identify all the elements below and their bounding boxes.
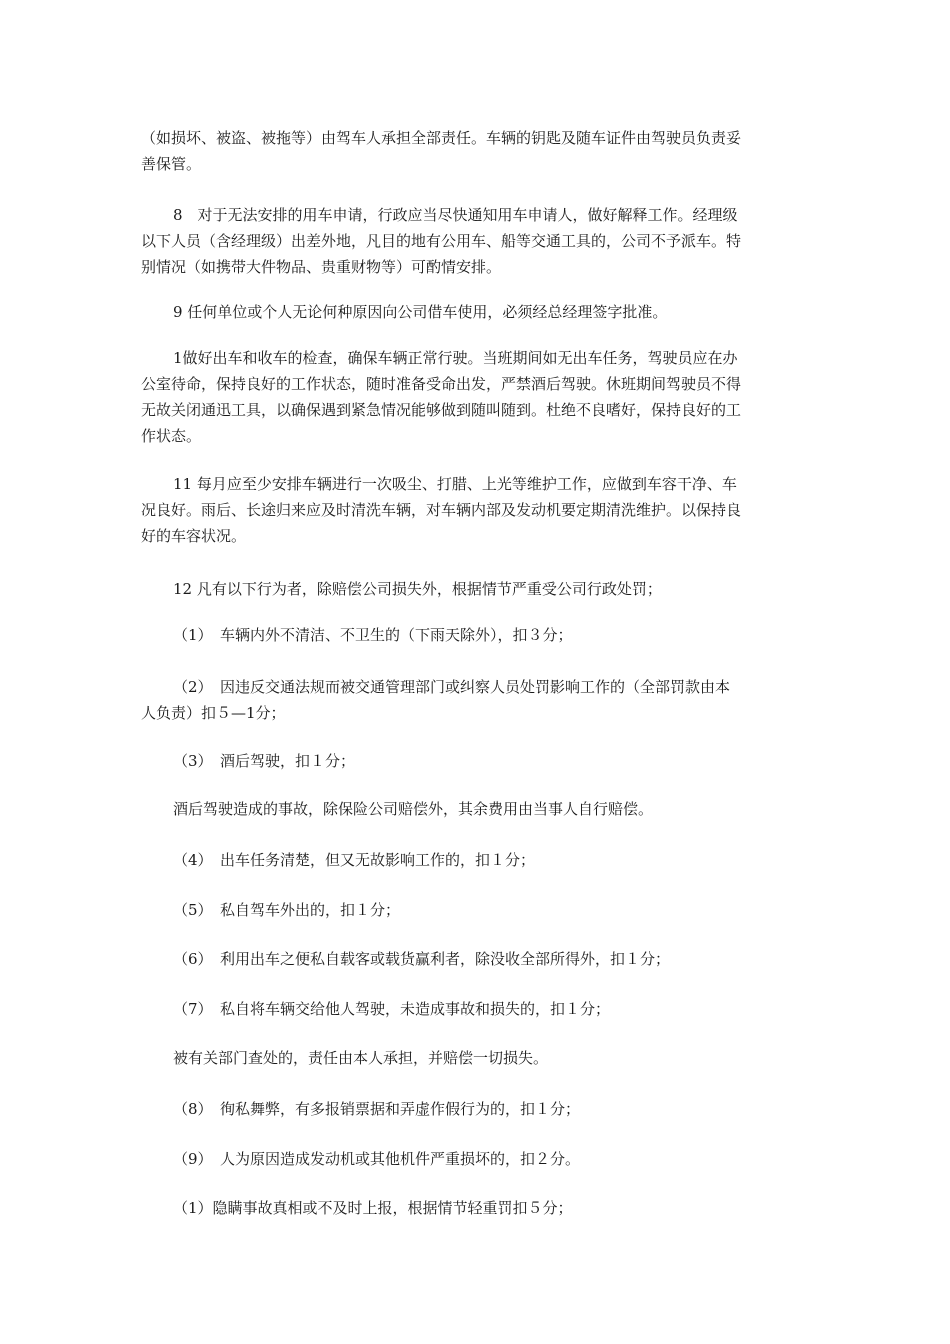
text-line: 况良好。雨后、长途归来应及时清洗车辆，对车辆内部及发动机要定期清洗维护。以保持良 <box>141 501 742 519</box>
paragraph-11 <box>141 471 816 549</box>
text-line: （3） 酒后驾驶，扣１分； <box>173 752 356 770</box>
text-line: 以下人员（含经理级）出差外地，凡目的地有公用车、船等交通工具的，公司不予派车。特 <box>141 232 742 250</box>
text-line: （如损坏、被盗、被拖等）由驾车人承担全部责任。车辆的钥匙及随车证件由驾驶员负责妥 <box>141 129 742 147</box>
text-line: （2） 因违反交通法规而被交通管理部门或纠察人员处罚影响工作的（全部罚款由本 <box>173 678 731 696</box>
text-line: （1）隐瞒事故真相或不及时上报，根据情节轻重罚扣５分； <box>173 1199 573 1217</box>
paragraph-9 <box>141 299 816 325</box>
list-item-8 <box>141 1096 816 1122</box>
text-line: 12 凡有以下行为者，除赔偿公司损失外，根据情节严重受公司行政处罚； <box>173 580 662 598</box>
text-line: （6） 利用出车之便私自载客或载货赢利者，除没收全部所得外，扣１分； <box>173 950 671 968</box>
text-line: 公室待命，保持良好的工作状态，随时准备受命出发，严禁酒后驾驶。休班期间驾驶员不得 <box>141 375 742 393</box>
text-line: 9 任何单位或个人无论何种原因向公司借车使用，必须经总经理签字批准。 <box>173 303 668 321</box>
text-line: 善保管。 <box>141 155 202 173</box>
text-line: （8） 徇私舞弊，有多报销票据和弄虚作假行为的，扣１分； <box>173 1100 581 1118</box>
list-item-7-note <box>141 1045 816 1071</box>
text-line: 好的车容状况。 <box>141 527 247 545</box>
list-item-3-note <box>141 796 816 822</box>
list-item-4 <box>141 847 816 873</box>
paragraph-vehicle-responsibility <box>141 125 816 177</box>
paragraph-12 <box>141 576 816 602</box>
list-item-5 <box>141 897 816 923</box>
text-line: （9） 人为原因造成发动机或其他机件严重损坏的，扣２分。 <box>173 1150 581 1168</box>
text-line: （4） 出车任务清楚，但又无故影响工作的，扣１分； <box>173 851 536 869</box>
list-item-1 <box>141 622 816 648</box>
list-item-10 <box>141 1195 816 1221</box>
list-item-7 <box>141 996 816 1022</box>
text-line: 8 对于无法安排的用车申请，行政应当尽快通知用车申请人，做好解释工作。经理级 <box>173 206 738 224</box>
text-line: 酒后驾驶造成的事故，除保险公司赔偿外，其余费用由当事人自行赔偿。 <box>173 800 654 818</box>
list-item-2 <box>141 674 816 726</box>
text-line: 11 每月应至少安排车辆进行一次吸尘、打腊、上光等维护工作，应做到车容干净、车 <box>173 475 737 493</box>
paragraph-1 <box>141 345 816 449</box>
text-line: 人负责）扣５—1分； <box>141 704 286 722</box>
text-line: 无故关闭通迅工具，以确保遇到紧急情况能够做到随叫随到。杜绝不良嗜好，保持良好的工 <box>141 401 742 419</box>
text-line: 别情况（如携带大件物品、贵重财物等）可酌情安排。 <box>141 258 502 276</box>
text-line: 作状态。 <box>141 427 202 445</box>
text-line: （7） 私自将车辆交给他人驾驶，未造成事故和损失的，扣１分； <box>173 1000 611 1018</box>
text-line: （5） 私自驾车外出的，扣１分； <box>173 901 401 919</box>
text-line: （1） 车辆内外不清洁、不卫生的（下雨天除外），扣３分； <box>173 626 573 644</box>
text-line: 被有关部门查处的，责任由本人承担，并赔偿一切损失。 <box>173 1049 549 1067</box>
list-item-3 <box>141 748 816 774</box>
paragraph-8 <box>141 202 816 280</box>
text-line: 1做好出车和收车的检查，确保车辆正常行驶。当班期间如无出车任务，驾驶员应在办 <box>173 349 738 367</box>
list-item-6 <box>141 946 816 972</box>
list-item-9 <box>141 1146 816 1172</box>
